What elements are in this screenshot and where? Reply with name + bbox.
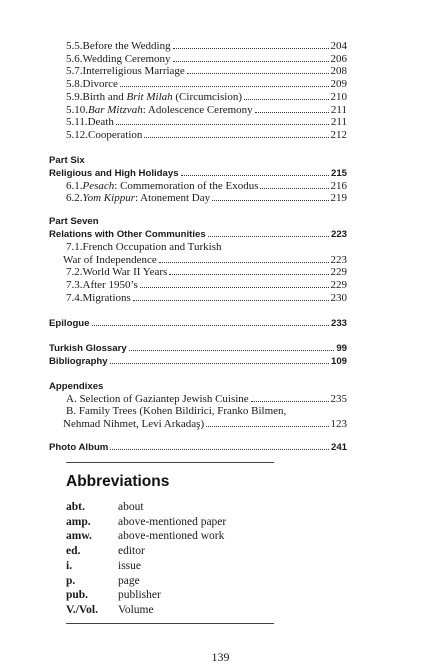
toc-turkish-glossary: Turkish Glossary 99: [49, 342, 347, 354]
part-six-heading: Part Six: [49, 154, 85, 166]
abbreviation-row: V./Vol. Volume: [66, 603, 154, 616]
abbreviations-bottom-rule: [66, 623, 274, 624]
toc-entry-7-4: 7.4.Migrations 230: [66, 291, 347, 304]
abbreviations-top-rule: [66, 462, 274, 463]
abbreviations-list: [66, 500, 326, 618]
toc-entry-6-1: 6.1.Pesach: Commemoration of the Exodus 216: [66, 179, 347, 192]
abbreviation-row: abt. about: [66, 501, 144, 513]
part-seven-title: Relations with Other Communities 223: [49, 229, 347, 241]
abbreviation-row: p. page: [66, 574, 140, 587]
abbreviation-row: amw. above-mentioned work: [66, 530, 225, 543]
toc-appendix-b-line1: B. Family Trees (Kohen Bildirici, Franko Bilmen,: [66, 405, 287, 418]
toc-entry-7-1-line2: War of Independence 223: [63, 253, 347, 266]
table-of-contents: [49, 40, 347, 454]
page-number: 139: [211, 650, 230, 664]
toc-entry-5-12: 5.12.Cooperation 212: [66, 128, 347, 141]
toc-entry-7-3: 7.3.After 1950’s 229: [66, 279, 347, 292]
toc-entry-5-9: 5.9.Birth and Brit Milah (Circumcision) 210: [66, 90, 347, 103]
toc-appendix-b-line2: Nehmad Nihmet, Levi Arkadaş) 123: [63, 417, 347, 430]
appendixes-heading: Appendixes: [49, 380, 104, 392]
toc-entry-5-6: 5.6.Wedding Ceremony 206: [66, 52, 347, 65]
toc-entry-6-2: 6.2.Yom Kippur: Atonement Day 219: [66, 192, 347, 205]
toc-entry-5-11: 5.11.Death 211: [66, 116, 347, 129]
abbreviation-row: amp. above-mentioned paper: [66, 515, 227, 528]
toc-entry-7-2: 7.2.World War II Years 229: [66, 266, 347, 279]
abbreviation-row: i. issue: [66, 559, 141, 572]
part-six-title: Religious and High Holidays 215: [49, 167, 347, 179]
toc-entry-7-1-line1: 7.1.French Occupation and Turkish: [66, 241, 222, 254]
abbreviations-title: Abbreviations: [66, 473, 170, 490]
abbreviation-row: pub. publisher: [66, 589, 161, 602]
toc-appendix-a: A. Selection of Gaziantep Jewish Cuisine 235: [66, 392, 347, 405]
part-seven-heading: Part Seven: [49, 216, 99, 228]
abbreviation-row: ed. editor: [66, 545, 145, 558]
toc-entry-5-5: 5.5.Before the Wedding 204: [66, 40, 347, 52]
toc-bibliography: Bibliography 109: [49, 355, 347, 367]
toc-photo-album: Photo Album 241: [49, 441, 347, 453]
toc-epilogue: Epilogue 233: [49, 317, 347, 329]
toc-entry-5-8: 5.8.Divorce 209: [66, 78, 347, 91]
toc-entry-5-7: 5.7.Interreligious Marriage 208: [66, 65, 347, 78]
toc-entry-5-10: 5.10.Bar Mitzvah: Adolescence Ceremony 211: [66, 103, 347, 116]
